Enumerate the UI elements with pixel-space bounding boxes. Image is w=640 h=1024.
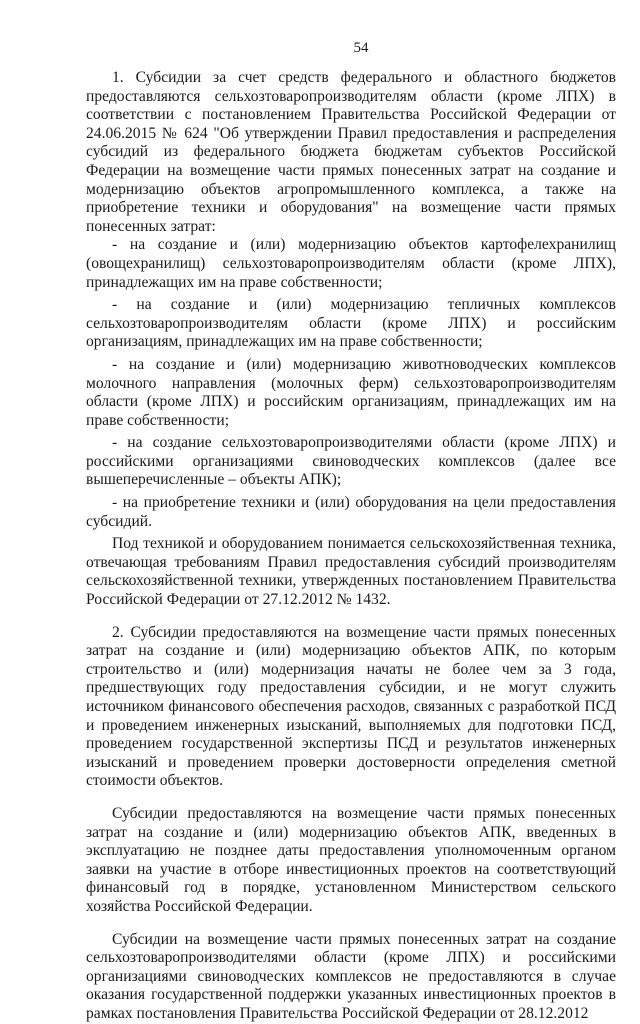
paragraph-pig-exclusion: Субсидии на возмещение части прямых понесенных затрат на создание сельхозтоваропроизводителями области (кроме ЛПХ) и российскими организациями свиноводческих комплексов не предоставляются в случае оказания государственной поддержки указанных инвестиционных проектов в рамках постановления Правительства Российской Федерации от 28.12.2012 [86,930,616,1022]
paragraph-2: 2. Субсидии предоставляются на возмещение части прямых понесенных затрат на создание и (или) модернизацию объектов АПК, по которым строительство и (или) модернизация начаты не более чем за 3 года, предшествующих году предоставления субсидии, и не могут служить источником финансового обеспечения расходов, связанных с разработкой ПСД и проведением инженерных изысканий, выполняемых для подготовки ПСД, проведением государственной экспертизы ПСД и результатов инженерных изысканий и проведением проверки достоверности определения сметной стоимости объектов. [86,623,616,790]
paragraph-commissioning: Субсидии предоставляются на возмещение части прямых понесенных затрат на создание и (или) модернизацию объектов АПК, введенных в эксплуатацию не позднее даты предоставления уполномоченным органом заявки на участие в отборе инвестиционных проектов на соответствующий финансовый год в порядке, установленном Министерством сельского хозяйства Российской Федерации. [86,804,616,915]
list-item-equipment: - на приобретение техники и (или) оборудования на цели предоставления субсидий. [86,494,616,530]
list-item-storage: - на создание и (или) модернизацию объектов картофелехранилищ (овощехранилищ) сельхозтоваропроизводителям области (кроме ЛПХ), принадлежащих им на праве собственности; [86,236,616,291]
page-number: 54 [353,40,369,56]
list-item-pig: - на создание сельхозтоваропроизводителями области (кроме ЛПХ) и российскими организациями свиноводческих комплексов (далее все вышеперечисленные – объекты АПК); [86,434,616,489]
paragraph-1: 1. Субсидии за счет средств федерального и областного бюджетов предоставляются сельхозтоваропроизводителям области (кроме ЛПХ) в соответствии с постановлением Правительства Российской Федерации от 24.06.2015 № 624 "Об утверждении Правил предоставления и распределения субсидий из федерального бюджета бюджетам субъектов Российской Федерации на возмещение части прямых понесенных затрат на создание и модернизацию объектов агропромышленного комплекса, а также на приобретение техники и оборудования" на возмещение части прямых понесенных затрат: [86,69,616,235]
list-item-greenhouse: - на создание и (или) модернизацию тепличных комплексов сельхозтоваропроизводителям области (кроме ЛПХ) и российским организациям, принадлежащих им на праве собственности; [86,296,616,351]
paragraph-equipment-definition: Под техникой и оборудованием понимается сельскохозяйственная техника, отвечающая требованиям Правил предоставления субсидий производителям сельскохозяйственной техники, утвержденных постановлением Правительства Российской Федерации от 27.12.2012 № 1432. [86,535,616,609]
list-item-dairy: - на создание и (или) модернизацию животноводческих комплексов молочного направления (молочных ферм) сельхозтоваропроизводителям области (кроме ЛПХ) и российским организациям, принадлежащих им на праве собственности; [86,355,616,429]
